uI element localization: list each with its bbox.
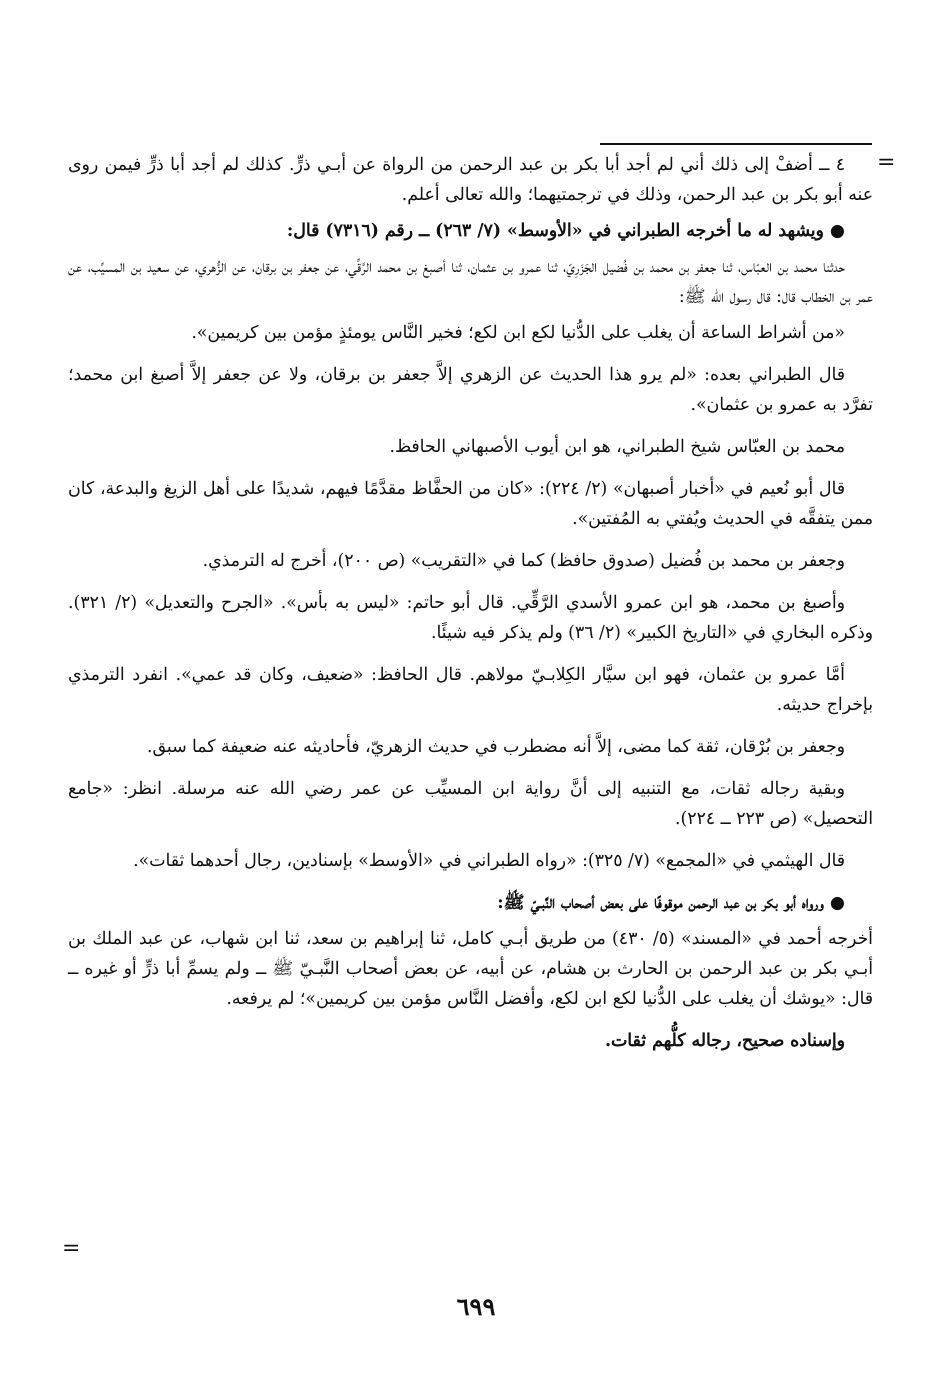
paragraph: وبقية رجاله ثقات، مع التنبيه إلى أنَّ رواية ابن المسيِّب عن عمر رضي الله عنه مرسلة. انظر: «جامع التحصيل» (ص ٢٢٣ ــ ٢٢٤). (68, 779, 873, 829)
paragraph: وجعفر بن محمد بن فُضيل (صدوق حافظ) كما في «التقريب» (ص ٢٠٠)، أخرج له الترمذي. (202, 551, 845, 571)
paragraph: قال الطبراني بعده: «لم يرو هذا الحديث عن الزهري إلاَّ جعفر بن برقان، ولا عن جعفر إلاَّ أصبغ ابن محمد؛ تفرَّد به عمرو بن عثمان». (68, 365, 873, 415)
page-body (68, 150, 873, 1062)
footnote-paragraph: ٤ ــ أضفْ إلى ذلك أني لم أجد أبا بكر بن عبد الرحمن من الرواة عن أبـي ذرٍّ. كذلك لم أجد أبا ذرٍّ فيمن روى عنه أبو بكر بن عبد الرحمن، وذلك في ترجمتيهما؛ والله تعالى أعلم. (68, 155, 873, 205)
section-heading-tabarani: ● ويشهد له ما أخرجه الطبراني في «الأوسط» (٧/ ٢٦٣) ــ رقم (٧٣١٦) قال: (286, 221, 845, 241)
paragraph: أخرجه أحمد في «المسند» (٥/ ٤٣٠) من طريق أبـي كامل، ثنا إبراهيم بن سعد، ثنا ابن شهاب، عن عبد الملك بن أبـي بكر بن عبد الرحمن بن الحارث بن هشام، عن أبيه، عن بعض أصحاب النَّبـيّ ﷺ ــ ولم يسمِّ أبا ذرٍّ أو غيره ــ قال: «يوشك أن يغلب على الدُّنيا لكع ابن لكع، وأفضل النَّاس مؤمن بين كريمين»؛ لم يرفعه. (68, 929, 873, 1009)
continuation-marker-top: = (877, 150, 896, 175)
page-number: ٦٩٩ (456, 1292, 496, 1321)
paragraph: حدثنا محمد بن العبّاس، ثنا جعفر بن محمد بن فُضيل الجَزَرِيّ، ثنا عمرو بن عثمان، ثنا أصبغ بن محمد الرَّقِّي، عن جعفر بن برقان، عن الزُّهري، عن سعيد بن المسيِّب، عن عمر بن الخطاب قال: قال رسول الله ﷺ: (68, 257, 873, 307)
paragraph: محمد بن العبّاس شيخ الطبراني، هو ابن أيوب الأصبهاني الحافظ. (389, 437, 845, 457)
paragraph: وجعفر بن بُرْقان، ثقة كما مضى، إلاَّ أنه مضطرب في حديث الزهريّ، فأحاديثه عنه ضعيفة كما سبق. (146, 737, 845, 757)
section-heading-mawquf: ● ورواه أبو بكر بن عبد الرحمن موقوفًا على بعض أصحاب النَّبـيّ ﷺ: (497, 893, 845, 913)
paragraph: قال الهيثمي في «المجمع» (٧/ ٣٢٥): «رواه الطبراني في «الأوسط» بإسنادين، رجال أحدهما ثقات». (133, 851, 845, 871)
footnote-separator-rule (600, 143, 872, 145)
paragraph: أمَّا عمرو بن عثمان، فهو ابن سيَّار الكِلابـيّ مولاهم. قال الحافظ: «ضعيف، وكان قد عمي». انفرد الترمذي بإخراج حديثه. (68, 665, 873, 715)
paragraph: وأصبغ بن محمد، هو ابن عمرو الأسدي الرَّقِّي. قال أبو حاتم: «ليس به بأس». «الجرح والتعديل» (٢/ ٣٢١). وذكره البخاري في «التاريخ الكبير» (٢/ ٣٦) ولم يذكر فيه شيئًا. (68, 593, 873, 643)
continuation-marker-bottom: = (62, 1236, 81, 1261)
hadith-quote: «من أشراط الساعة أن يغلب على الدُّنيا لكع ابن لكع؛ فخير النَّاس يومئذٍ مؤمن بين كريمين». (191, 323, 845, 343)
conclusion-line: وإسناده صحيح، رجاله كلُّهم ثقات. (604, 1031, 845, 1051)
paragraph: قال أبو نُعيم في «أخبار أصبهان» (٢/ ٢٢٤): «كان من الحفَّاظ مقدَّمًا فيهم، شديدًا على أهل الزيغ والبدعة، كان ممن يتفقَّه في الحديث ويُفتي به المُفتين». (68, 479, 873, 529)
